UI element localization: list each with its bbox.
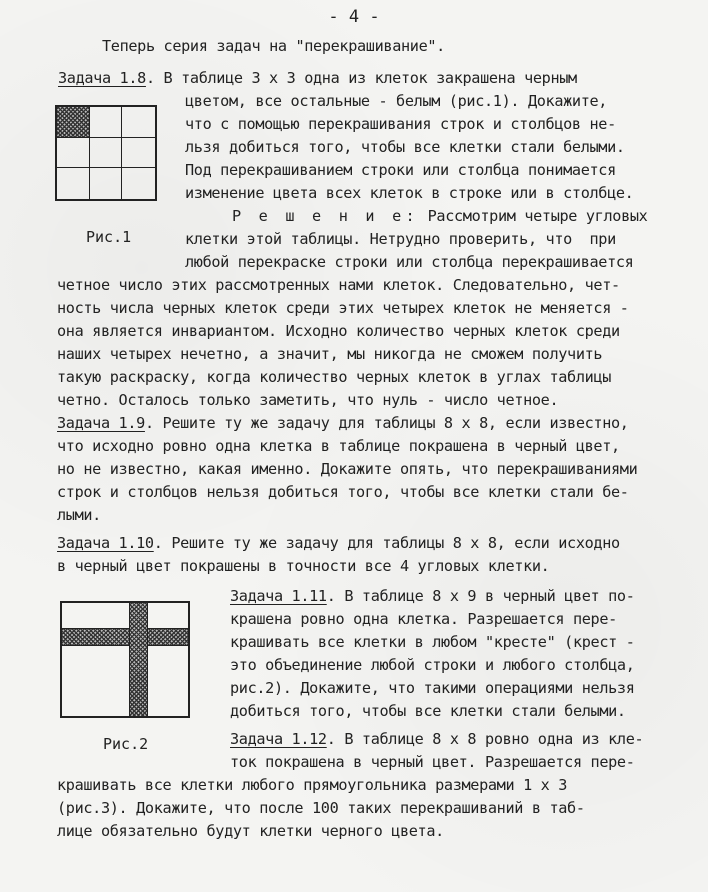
solution-line-8: такую раскраску, когда количество черных клеток в углах таблицы: [57, 368, 612, 386]
page-number: - 4 -: [328, 7, 380, 27]
problem-1-8-line-4: льзя добиться того, чтобы все клетки стали белыми.: [185, 138, 625, 156]
shaded-row: [62, 628, 188, 646]
problem-1-8-line-2: цветом, все остальные - белым (рис.1). Докажите,: [185, 92, 608, 110]
grid-cell: [90, 168, 123, 199]
problem-1-9-line-4: строк и столбцов нельзя добиться того, чтобы все клетки стали бе-: [57, 483, 629, 501]
problem-1-12-line-1: Задача 1.12. В таблице 8 х 8 ровно одна из кле-: [230, 730, 644, 748]
solution-line-9: четно. Осталось только заметить, что нуль - число четное.: [57, 391, 559, 409]
solution-line-3: любой перекраске строки или столбца перекрашивается: [185, 253, 634, 271]
figure-2-caption: Рис.2: [103, 735, 149, 753]
problem-1-8-label: Задача 1.8: [58, 69, 146, 87]
solution-line-7: наших четырех нечетно, а значит, мы никогда не сможем получить: [57, 345, 603, 363]
problem-1-9-line-1: Задача 1.9. Решите ту же задачу для таблицы 8 х 8, если известно,: [57, 414, 629, 432]
problem-1-12-line-4: (рис.3). Докажите, что после 100 таких перекрашиваний в таб-: [57, 799, 585, 817]
problem-1-9-label: Задача 1.9: [57, 414, 145, 432]
solution-label: Р е ш е н и е:: [232, 207, 419, 225]
solution-line-4: четное число этих рассмотренных нами клеток. Следовательно, чет-: [57, 276, 620, 294]
problem-1-12-line-5: лице обязательно будут клетки черного цвета.: [57, 822, 444, 840]
problem-1-10-line-1: Задача 1.10. Решите ту же задачу для таблицы 8 х 8, если исходно: [57, 534, 620, 552]
solution-line-6: она является инвариантом. Исходно количество черных клеток среди: [57, 322, 620, 340]
problem-1-12-line-3: крашивать все клетки любого прямоугольника размерами 1 х 3: [57, 776, 568, 794]
shaded-cell: [57, 107, 90, 138]
problem-1-9-line-3: но не известно, какая именно. Докажите опять, что перекрашиваниями: [57, 460, 638, 478]
problem-1-8-line-1: Задача 1.8. В таблице 3 х 3 одна из клеток закрашена черным: [58, 69, 577, 87]
problem-1-9-line-2: что исходно ровно одна клетка в таблице покрашена в черный цвет,: [57, 437, 620, 455]
problem-1-9-line-5: лыми.: [57, 506, 101, 524]
solution-line-5: ность числа черных клеток среди этих четырех клеток не меняется -: [57, 299, 629, 317]
problem-1-11-label: Задача 1.11: [230, 587, 327, 605]
problem-1-10-line-2: в черный цвет покрашены в точности все 4 угловых клетки.: [57, 557, 550, 575]
problem-1-11-line-3: крашивать все клетки в любом "кресте" (крест -: [230, 633, 635, 651]
problem-1-12-label: Задача 1.12: [230, 730, 327, 748]
grid-cell: [57, 138, 90, 169]
grid-cell: [122, 168, 155, 199]
problem-1-8-line-5: Под перекрашиванием строки или столбца понимается: [185, 161, 616, 179]
grid-cell: [122, 107, 155, 138]
figure-2-cross: [60, 601, 190, 718]
grid-cell: [90, 107, 123, 138]
shaded-column: [129, 603, 148, 716]
figure-1-caption: Рис.1: [86, 228, 132, 246]
problem-1-11-line-2: крашена ровно одна клетка. Разрешается пере-: [230, 610, 617, 628]
grid-cell: [57, 168, 90, 199]
figure-1-grid: [55, 105, 157, 201]
problem-1-8-line-6: изменение цвета всех клеток в строке или в столбце.: [185, 184, 634, 202]
problem-1-12-line-2: ток покрашена в черный цвет. Разрешается пере-: [230, 753, 635, 771]
grid-cell: [90, 138, 123, 169]
problem-1-11-line-6: добиться того, чтобы все клетки стали белыми.: [230, 702, 626, 720]
problem-1-11-line-4: это объединение любой строки и любого столбца,: [230, 656, 635, 674]
grid-cell: [122, 138, 155, 169]
section-intro: Теперь серия задач на "перекрашивание".: [102, 37, 445, 55]
solution-line-1: Р е ш е н и е: Рассмотрим четыре угловых: [232, 207, 648, 225]
problem-1-11-line-1: Задача 1.11. В таблице 8 х 9 в черный цвет по-: [230, 587, 635, 605]
problem-1-10-label: Задача 1.10: [57, 534, 154, 552]
problem-1-11-line-5: рис.2). Докажите, что такими операциями нельзя: [230, 679, 635, 697]
solution-line-2: клетки этой таблицы. Нетрудно проверить, что при: [185, 230, 616, 248]
problem-1-8-line-3: что с помощью перекрашивания строк и столбцов не-: [185, 115, 616, 133]
